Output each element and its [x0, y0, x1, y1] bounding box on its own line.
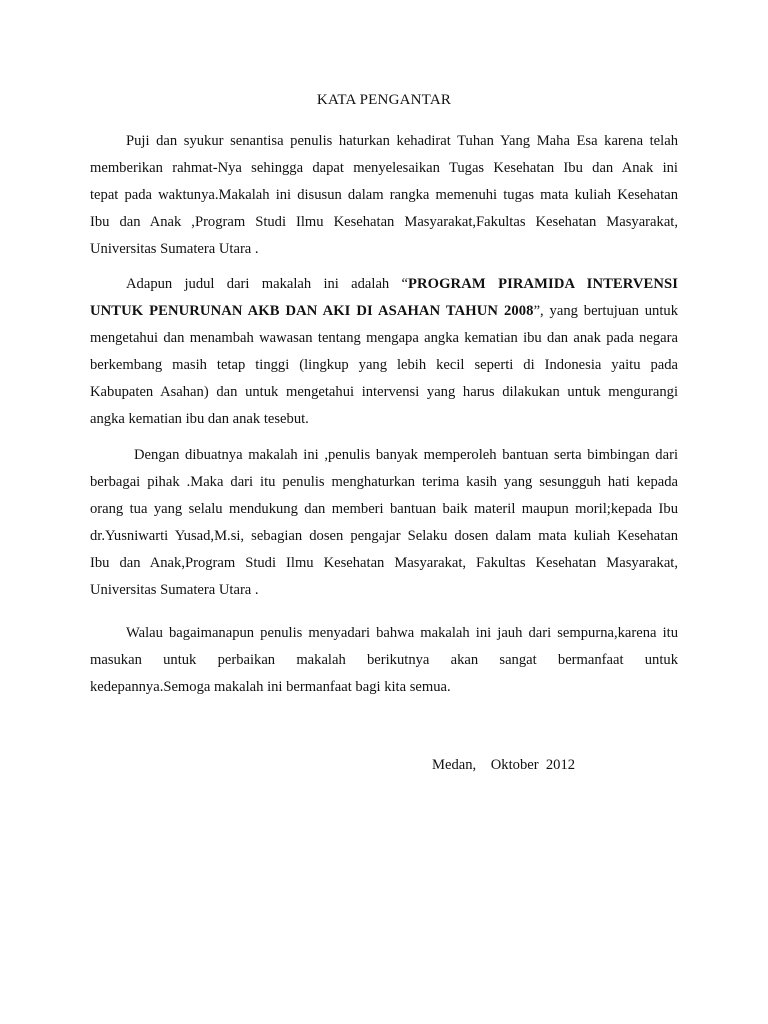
paragraph-line: dr.Yusniwarti Yusad,M.si, sebagian dosen pengajar Selaku dosen dalam mata kuliah Kesehatan: [90, 528, 678, 544]
paragraph-line: berkembang masih tetap tinggi (lingkup yang lebih kecil seperti di Indonesia yaitu pada: [90, 357, 678, 373]
paragraph-line: Kabupaten Asahan) dan untuk mengetahui intervensi yang harus dilakukan untuk mengurangi: [90, 384, 678, 400]
paragraph-line: berbagai pihak .Maka dari itu penulis menghaturkan terima kasih yang sesungguh hati kepada: [90, 474, 678, 490]
text-run: Adapun judul dari makalah ini adalah “: [126, 276, 408, 292]
paragraph-4: [90, 620, 678, 701]
paragraph-line: Dengan dibuatnya makalah ini ,penulis banyak memperoleh bantuan serta bimbingan dari: [134, 447, 678, 463]
paragraph-2: [90, 271, 678, 433]
page-title: KATA PENGANTAR: [316, 92, 452, 108]
paragraph-line: memberikan rahmat-Nya sehingga dapat menyelesaikan Tugas Kesehatan Ibu dan Anak ini: [90, 160, 678, 176]
paragraph-line: Universitas Sumatera Utara .: [90, 582, 259, 598]
paragraph-line: Universitas Sumatera Utara .: [90, 241, 259, 257]
paragraph-line: Puji dan syukur senantisa penulis haturkan kehadirat Tuhan Yang Maha Esa karena telah: [126, 133, 678, 149]
paragraph-line: masukan untuk perbaikan makalah berikutnya akan sangat bermanfaat untuk: [90, 652, 678, 668]
paragraph-line: orang tua yang selalu mendukung dan memberi bantuan baik materil maupun moril;kepada Ibu: [90, 501, 678, 517]
signature-place-date: Medan, Oktober 2012: [432, 757, 576, 773]
paragraph-line: Ibu dan Anak ,Program Studi Ilmu Kesehatan Masyarakat,Fakultas Kesehatan Masyarakat,: [90, 214, 678, 230]
bold-title-run: PROGRAM PIRAMIDA INTERVENSI: [408, 276, 678, 292]
paragraph-line: angka kematian ibu dan anak tesebut.: [90, 411, 309, 427]
paragraph-line-mixed: [90, 271, 678, 298]
paragraph-line: mengetahui dan menambah wawasan tentang mengapa angka kematian ibu dan anak pada negara: [90, 330, 678, 346]
bold-title-run: UNTUK PENURUNAN AKB DAN AKI DI ASAHAN TAHUN 2008: [90, 303, 534, 319]
paragraph-line: Ibu dan Anak,Program Studi Ilmu Kesehatan Masyarakat, Fakultas Kesehatan Masyarakat,: [90, 555, 678, 571]
paragraph-line: tepat pada waktunya.Makalah ini disusun dalam rangka memenuhi tugas mata kuliah Kesehatan: [90, 187, 678, 203]
paragraph-line-mixed: [90, 298, 678, 325]
paragraph-1: [90, 128, 678, 263]
paragraph-line: Walau bagaimanapun penulis menyadari bahwa makalah ini jauh dari sempurna,karena itu: [126, 625, 678, 641]
text-run: ”, yang bertujuan untuk: [533, 303, 678, 319]
paragraph-line: kedepannya.Semoga makalah ini bermanfaat bagi kita semua.: [90, 679, 451, 695]
paragraph-3: [90, 442, 678, 604]
